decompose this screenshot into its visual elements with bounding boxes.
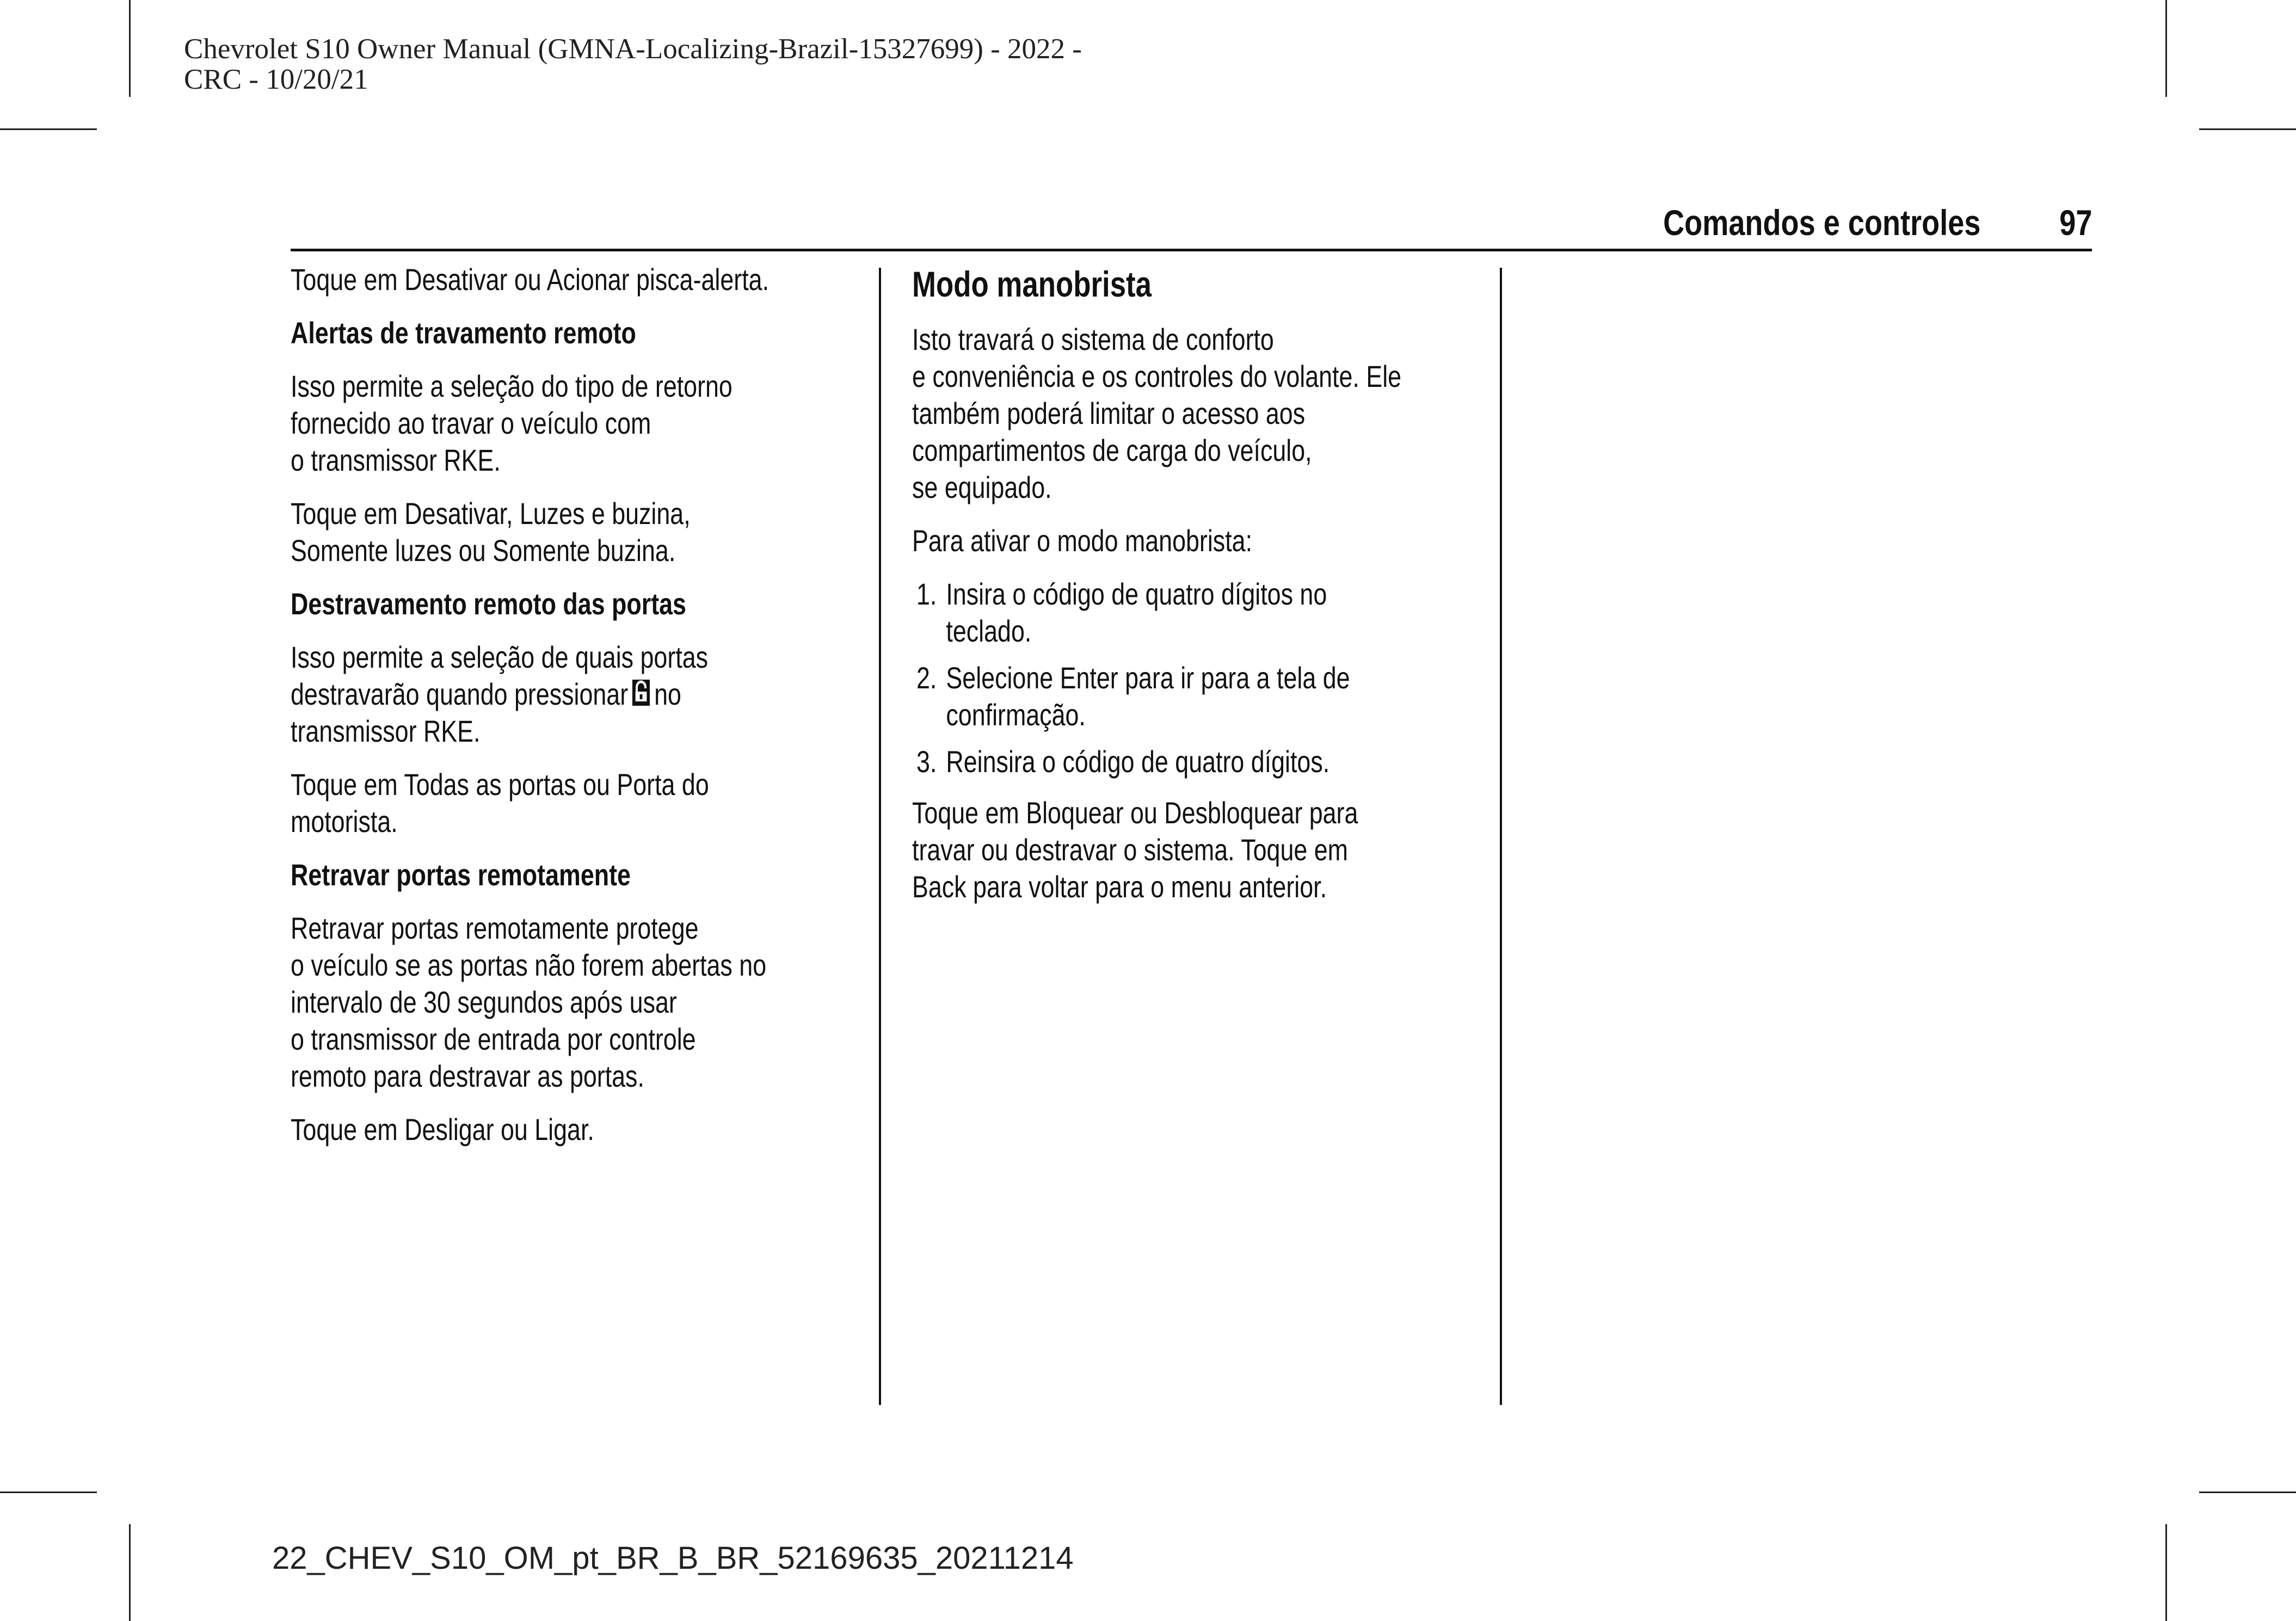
page-number: 97 [2059,202,2092,243]
meta-line-1: Chevrolet S10 Owner Manual (GMNA-Localizing-Brazil-15327699) - 2022 - [184,33,1082,65]
crop-mark [129,1524,131,1621]
subheading-remote-lock-alerts: Alertas de travamento remoto [291,316,636,350]
text-line: no [654,677,681,711]
footer-code: 22_CHEV_S10_OM_pt_BR_B_BR_52169635_20211214 [272,1540,1074,1576]
crop-mark [2199,128,2296,130]
text-line: destravarão quando pressionar [291,677,629,711]
paragraph: Retravar portas remotamente protege o veículo se as portas não forem abertas no intervalo de 30 segundos após usar o transmissor de entrada por controle remoto para destravar as portas. [291,911,767,1093]
paragraph: Toque em Bloquear ou Desbloquear para travar ou destravar o sistema. Toque em Back para voltar para o menu anterior. [912,796,1358,904]
meta-line-2: CRC - 10/20/21 [184,64,368,95]
column-divider [1500,268,1502,1405]
section-title: Comandos e controles [1663,202,1980,243]
step-number: 2. [916,661,937,695]
paragraph-unlock [291,639,867,750]
column-middle [912,261,1489,922]
step-number: 3. [916,744,937,779]
crop-mark [2199,1491,2296,1493]
text-line: transmissor RKE. [291,714,481,748]
paragraph: Toque em Desativar ou Acionar pisca-alerta. [291,262,770,297]
step-text: Reinsira o código de quatro dígitos. [946,744,1330,779]
crop-mark [0,1491,97,1493]
list-item [912,743,1489,780]
step-number: 1. [916,577,937,611]
list-item [912,660,1489,734]
text-line: Isso permite a seleção de quais portas [291,640,709,674]
section-heading-valet-mode: Modo manobrista [912,264,1152,304]
column-left [291,261,867,1164]
crop-mark [0,128,97,130]
subheading-remote-door-unlock: Destravamento remoto das portas [291,587,686,621]
paragraph: Toque em Desligar ou Ligar. [291,1112,594,1147]
list-item [912,576,1489,650]
crop-mark [2165,0,2167,97]
document-meta [184,34,1218,95]
paragraph: Para ativar o modo manobrista: [912,523,1253,558]
unlock-icon [631,679,651,707]
step-text: Selecione Enter para ir para a tela de confirmação. [946,661,1350,732]
step-text: Insira o código de quatro dígitos no teclado. [946,577,1327,648]
paragraph: Isso permite a seleção do tipo de retorno fornecido ao travar o veículo com o transmissor RKE. [291,369,732,477]
subheading-relock: Retravar portas remotamente [291,858,631,892]
paragraph: Isto travará o sistema de conforto e conveniência e os controles do volante. Ele também poderá limitar o acesso aos compartimentos de carga do veículo, se equipado. [912,322,1402,504]
paragraph: Toque em Todas as portas ou Porta do motorista. [291,767,709,839]
crop-mark [2165,1524,2167,1621]
steps-list [912,576,1489,780]
paragraph: Toque em Desativar, Luzes e buzina, Somente luzes ou Somente buzina. [291,496,691,568]
column-divider [879,268,881,1405]
section-header [291,199,2092,251]
crop-mark [129,0,131,97]
